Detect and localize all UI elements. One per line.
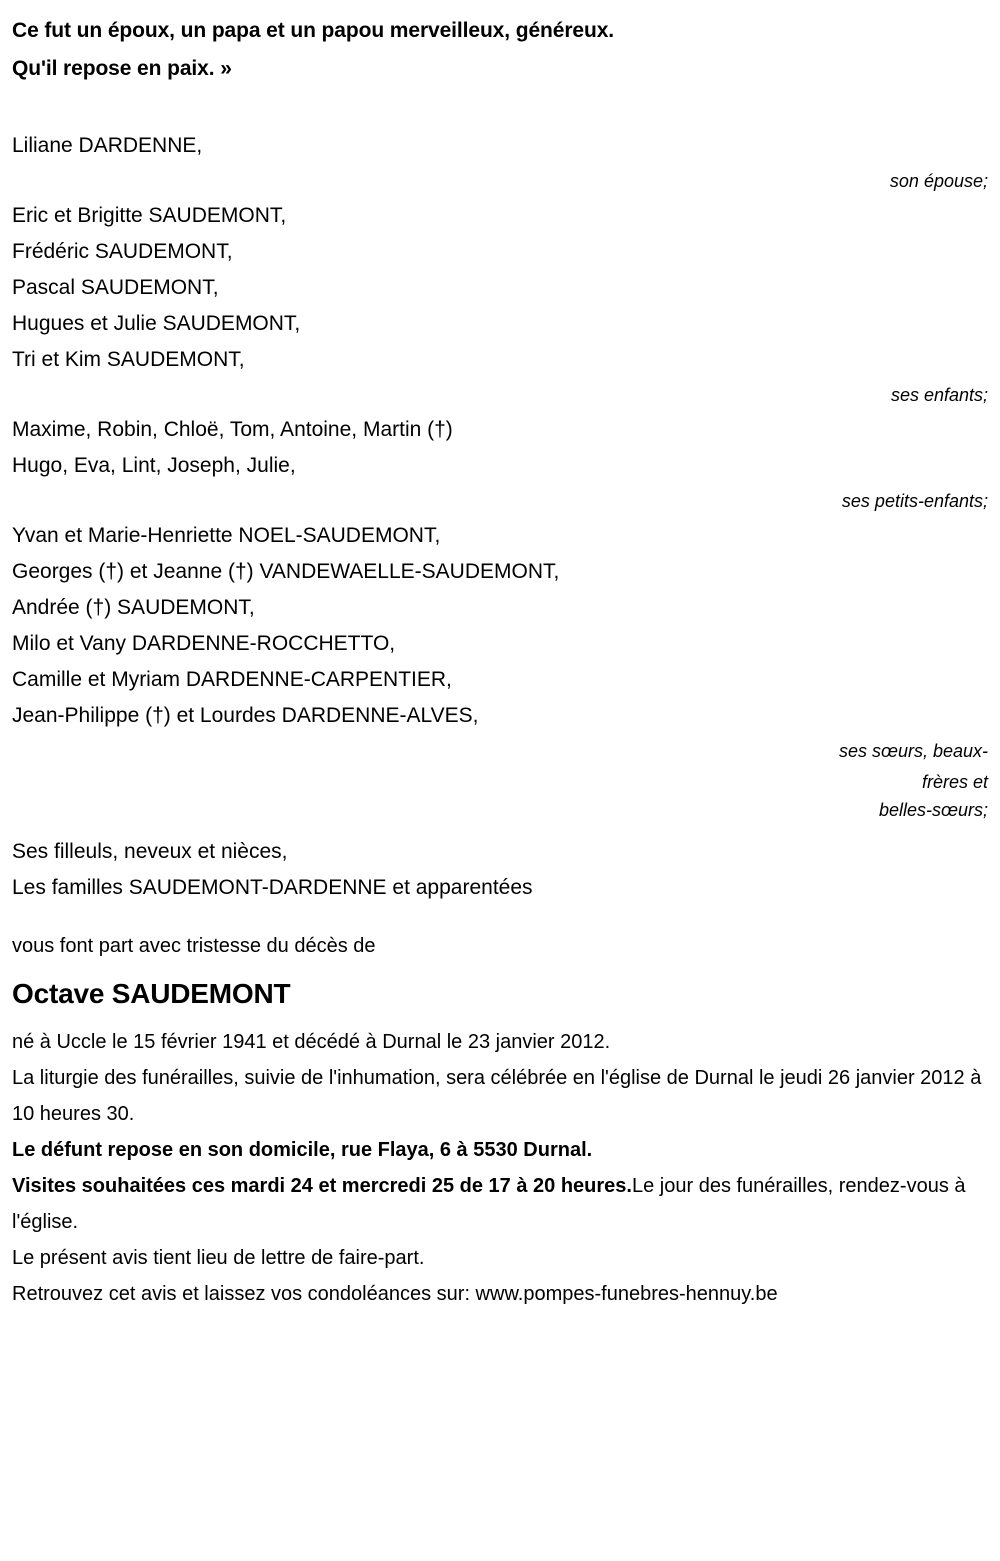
- birth-death-line: né à Uccle le 15 février 1941 et décédé à Durnal le 23 janvier 2012.: [12, 1031, 611, 1053]
- family-listing: [0, 128, 1000, 906]
- deceased-name: Octave SAUDEMONT: [12, 978, 291, 1009]
- quote-line-1: Ce fut un époux, un papa et un papou merveilleux, généreux.: [12, 19, 615, 42]
- family-group-spouse: [12, 128, 990, 198]
- visits-paragraph: [0, 1168, 1000, 1240]
- liturgy-paragraph: La liturgie des funérailles, suivie de l'inhumation, sera célébrée en l'église de Durnal le jeudi 26 janvier 2012 à 10 heures 30.: [12, 1067, 982, 1125]
- family-group-godchildren: [12, 834, 990, 906]
- family-name: Camille et Myriam DARDENNE-CARPENTIER,: [12, 668, 452, 691]
- visits-meeting-point: Le jour des funérailles, rendez-vous à l'église.: [12, 1175, 966, 1233]
- spacer-before-intro: [0, 906, 1000, 928]
- family-name: Les familles SAUDEMONT-DARDENNE et apparentées: [12, 876, 533, 899]
- faire-part-note: Le présent avis tient lieu de lettre de faire-part.: [12, 1247, 425, 1269]
- family-name: Ses filleuls, neveux et nièces,: [12, 840, 288, 863]
- spacer-before-godchildren: [12, 824, 990, 834]
- family-name: Jean-Philippe (†) et Lourdes DARDENNE-ALVES,: [12, 704, 479, 727]
- family-name: Yvan et Marie-Henriette NOEL-SAUDEMONT,: [12, 524, 441, 547]
- family-name: Andrée (†) SAUDEMONT,: [12, 596, 255, 619]
- spacer-before-name: [0, 964, 1000, 974]
- family-name: Georges (†) et Jeanne (†) VANDEWAELLE-SAUDEMONT,: [12, 560, 560, 583]
- family-name: Milo et Vany DARDENNE-ROCCHETTO,: [12, 632, 396, 655]
- repose-location: Le défunt repose en son domicile, rue Flaya, 6 à 5530 Durnal.: [12, 1139, 593, 1161]
- relation-label-siblings-line-3: belles-sœurs;: [878, 800, 988, 820]
- website-line: Retrouvez cet avis et laissez vos condoléances sur: www.pompes-funebres-hennuy.be: [12, 1283, 778, 1305]
- visits-hours: Visites souhaitées ces mardi 24 et mercredi 25 de 17 à 20 heures.: [12, 1175, 632, 1197]
- family-name: Frédéric SAUDEMONT,: [12, 240, 233, 263]
- spacer-after-name: [0, 1014, 1000, 1024]
- family-name: Hugo, Eva, Lint, Joseph, Julie,: [12, 454, 296, 477]
- quote-line-2: Qu'il repose en paix. »: [12, 57, 232, 80]
- family-name: Hugues et Julie SAUDEMONT,: [12, 312, 301, 335]
- family-group-children: [12, 198, 990, 412]
- relation-label-siblings-line-1: ses sœurs, beaux-: [838, 741, 988, 761]
- relation-label-grandchildren: ses petits-enfants;: [841, 491, 988, 511]
- relation-label-spouse: son épouse;: [889, 171, 988, 191]
- spacer-after-quote: [0, 88, 1000, 128]
- family-group-siblings: [12, 518, 990, 824]
- family-name: Eric et Brigitte SAUDEMONT,: [12, 204, 287, 227]
- relation-label-children: ses enfants;: [890, 385, 988, 405]
- family-name: Pascal SAUDEMONT,: [12, 276, 219, 299]
- family-name: Liliane DARDENNE,: [12, 134, 203, 157]
- family-name: Tri et Kim SAUDEMONT,: [12, 348, 245, 371]
- announcement-intro: vous font part avec tristesse du décès de: [12, 935, 376, 957]
- family-group-grandchildren: [12, 412, 990, 518]
- relation-label-siblings-line-2: frères et: [921, 772, 988, 792]
- quote-block: [0, 0, 1000, 88]
- family-name: Maxime, Robin, Chloë, Tom, Antoine, Martin (†): [12, 418, 453, 441]
